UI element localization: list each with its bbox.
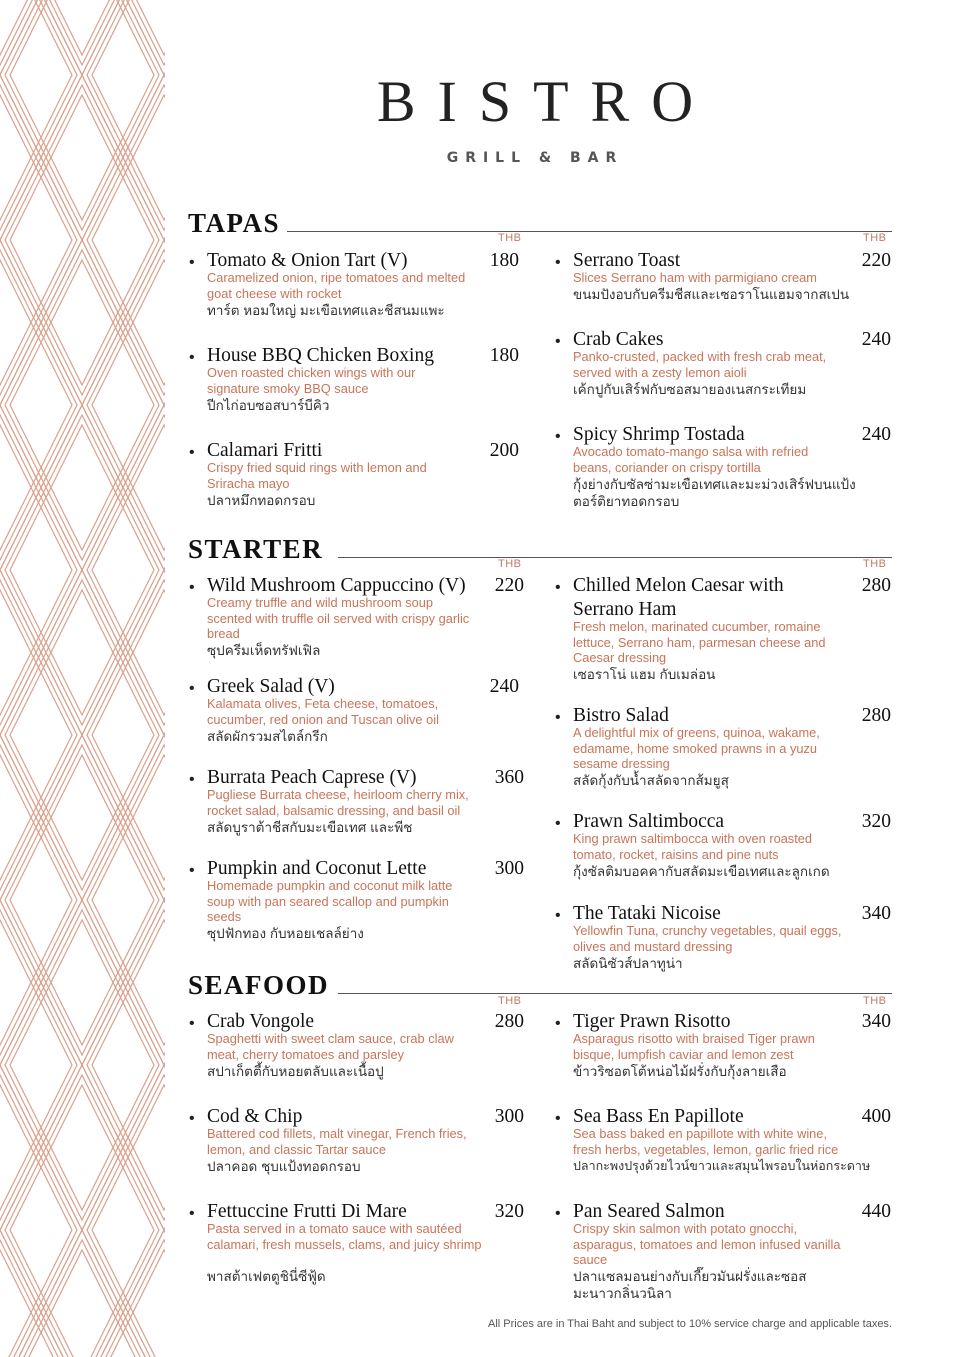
item-name: Prawn Saltimbocca: [573, 811, 725, 832]
section-header-seafood: [188, 966, 892, 1000]
brand-title: BISTRO: [376, 69, 716, 134]
section-title-starter: STARTER: [188, 534, 324, 564]
item-thai-name: ข้าวริซอตโต้หน่อไม้ฝรั่งกับกุ้งลายเสือ: [573, 1064, 787, 1079]
item-description: Asparagus risotto with braised Tiger prawn bisque, lumpfish caviar and lemon zest: [573, 1031, 815, 1062]
price-disclaimer: All Prices are in Thai Baht and subject to 10% service charge and applicable taxes.: [488, 1318, 892, 1330]
currency-label: THB: [863, 232, 887, 244]
item-description: Fresh melon, marinated cucumber, romaine lettuce, Serrano ham, parmesan cheese and Caesar dressing: [573, 619, 826, 665]
item-description: Yellowfin Tuna, crunchy vegetables, quail eggs, olives and mustard dressing: [573, 923, 842, 954]
bullet: •: [555, 1205, 561, 1222]
item-description: Pasta served in a tomato sauce with sautéed calamari, fresh mussels, clams, and juicy shrimp: [207, 1221, 482, 1252]
item-name: Wild Mushroom Cappuccino (V): [207, 575, 466, 596]
section-title-tapas: TAPAS: [188, 208, 281, 238]
item-description: Pugliese Burrata cheese, heirloom cherry mix, rocket salad, balsamic dressing, and basil oil: [207, 787, 469, 818]
item-thai-name: ซุปครีมเห็ดทรัฟเฟิล: [207, 643, 321, 658]
item-description: Avocado tomato-mango salsa with refried beans, coriander on crispy tortilla: [573, 444, 809, 475]
item-thai-name: เซอราโน่ แฮม กับเมล่อน: [573, 667, 716, 682]
bullet: •: [189, 444, 195, 461]
item-thai-name: ทาร์ต หอมใหญ่ มะเขือเทศและชีสนมแพะ: [207, 303, 445, 318]
item-price: 340: [861, 1011, 891, 1032]
section-header-starter: [188, 530, 892, 564]
item-name: Bistro Salad: [573, 705, 669, 726]
item-price: 220: [861, 250, 891, 271]
currency-label: THB: [863, 995, 887, 1007]
item-description: Crispy fried squid rings with lemon and Sriracha mayo: [207, 460, 427, 491]
item-name: Serrano Toast: [573, 250, 681, 271]
item-thai-name: ปีกไก่อบซอสบาร์บีคิว: [207, 398, 330, 413]
item-thai-name: ซุปฟักทอง กับหอยเชลล์ย่าง: [207, 926, 364, 941]
item-price: 320: [861, 811, 891, 832]
item-name: Cod & Chip: [207, 1106, 303, 1127]
diamond-lattice-pattern: [0, 0, 165, 1357]
bullet: •: [555, 709, 561, 726]
item-price: 180: [489, 345, 519, 366]
brand-tagline: GRILL & BAR: [446, 150, 624, 166]
item-price: 280: [494, 1011, 524, 1032]
item-price: 220: [494, 575, 524, 596]
item-description: Crispy skin salmon with potato gnocchi, asparagus, tomatoes and lemon infused vanilla sauce: [573, 1221, 841, 1267]
item-description: Kalamata olives, Feta cheese, tomatoes, cucumber, red onion and Tuscan olive oil: [207, 696, 439, 727]
item-name: Crab Cakes: [573, 329, 664, 350]
item-name: Greek Salad (V): [207, 676, 335, 697]
item-description: Battered cod fillets, malt vinegar, French fries, lemon, and classic Tartar sauce: [207, 1126, 467, 1157]
section-title-seafood: SEAFOOD: [188, 970, 330, 1000]
item-name: Fettuccine Frutti Di Mare: [207, 1201, 407, 1222]
item-thai-name: สลัดนิซัวส์ปลาทูน่า: [573, 956, 683, 971]
item-thai-name: สลัดผักรวมสไตล์กรีก: [207, 729, 328, 744]
currency-label: THB: [498, 558, 522, 570]
bullet: •: [555, 907, 561, 924]
section-divider: [338, 557, 892, 558]
item-thai-name: ปลาแซลมอนย่างกับเกี๊ยวมันฝรั่งและซอสมะนาวกลิ่นวนิลา: [573, 1269, 807, 1301]
section-divider: [287, 231, 892, 232]
item-price: 320: [494, 1201, 524, 1222]
item-name: Pan Seared Salmon: [573, 1201, 725, 1222]
item-price: 240: [489, 676, 519, 697]
item-name: Burrata Peach Caprese (V): [207, 767, 417, 788]
item-price: 240: [861, 329, 891, 350]
item-price: 200: [489, 440, 519, 461]
bullet: •: [555, 1110, 561, 1127]
item-thai-name: สลัดกุ้งกับน้ำสลัดจากส้มยูสุ: [573, 773, 729, 788]
item-description: A delightful mix of greens, quinoa, wakame, edamame, home smoked prawns in a yuzu sesame dressing: [573, 725, 820, 771]
item-description: Spaghetti with sweet clam sauce, crab claw meat, cherry tomatoes and parsley: [207, 1031, 454, 1062]
item-thai-name: สลัดบูราต้าชีสกับมะเขือเทศ และพีช: [207, 820, 413, 835]
item-thai-name: ขนมปังอบกับครีมชีสและเซอราโนแฮมจากสเปน: [573, 287, 850, 302]
item-price: 340: [861, 903, 891, 924]
bullet: •: [189, 579, 195, 596]
currency-label: THB: [498, 995, 522, 1007]
bullet: •: [189, 1205, 195, 1222]
bullet: •: [189, 1015, 195, 1032]
item-price: 180: [489, 250, 519, 271]
bullet: •: [189, 349, 195, 366]
item-name: Tomato & Onion Tart (V): [207, 250, 408, 271]
bullet: •: [189, 862, 195, 879]
section-header-tapas: [188, 204, 892, 238]
item-thai-name: พาสต้าเฟตตูชินี่ซีฟู้ด: [207, 1269, 326, 1284]
bullet: •: [189, 1110, 195, 1127]
currency-label: THB: [863, 558, 887, 570]
item-price: 360: [494, 767, 524, 788]
bullet: •: [555, 254, 561, 271]
item-thai-name: ปลาคอด ชุบแป้งทอดกรอบ: [207, 1159, 361, 1174]
item-price: 240: [861, 424, 891, 445]
bullet: •: [189, 254, 195, 271]
item-thai-name: กุ้งซัลติมบอคคากับสลัดมะเขือเทศและลูกเกด: [573, 864, 830, 879]
section-divider: [338, 993, 892, 994]
item-description: Oven roasted chicken wings with our signature smoky BBQ sauce: [207, 365, 416, 396]
item-description: Sea bass baked en papillote with white wine, fresh herbs, vegetables, lemon, garlic fried rice: [573, 1126, 839, 1157]
item-thai-name: สปาเก็ตตี้กับหอยตลับและเนื้อปู: [207, 1064, 384, 1079]
bullet: •: [555, 428, 561, 445]
item-description: King prawn saltimbocca with oven roasted tomato, rocket, raisins and pine nuts: [573, 831, 812, 862]
currency-label: THB: [498, 232, 522, 244]
item-name: Crab Vongole: [207, 1011, 315, 1032]
item-description: Caramelized onion, ripe tomatoes and melted goat cheese with rocket: [207, 270, 466, 301]
item-description: Homemade pumpkin and coconut milk latte soup with pan seared scallop and pumpkin seeds: [207, 878, 453, 924]
bullet: •: [555, 333, 561, 350]
item-name: Sea Bass En Papillote: [573, 1106, 744, 1127]
item-description: Slices Serrano ham with parmigiano cream: [573, 270, 817, 285]
item-name: The Tataki Nicoise: [573, 903, 721, 924]
item-thai-name: ปลากะพงปรุงด้วยไวน์ขาวและสมุนไพรอบในห่อกระดาษ: [573, 1159, 871, 1173]
item-price: 280: [861, 575, 891, 596]
item-name: Tiger Prawn Risotto: [573, 1011, 731, 1032]
bullet: •: [555, 815, 561, 832]
item-price: 300: [494, 1106, 524, 1127]
item-description: Creamy truffle and wild mushroom soup scented with truffle oil served with crispy garlic bread: [207, 595, 470, 641]
item-price: 440: [861, 1201, 891, 1222]
item-description: Panko-crusted, packed with fresh crab meat, served with a zesty lemon aioli: [573, 349, 827, 380]
item-price: 280: [861, 705, 891, 726]
item-thai-name: ปลาหมึกทอดกรอบ: [207, 493, 316, 508]
item-name: Calamari Fritti: [207, 440, 323, 461]
bullet: •: [555, 579, 561, 596]
item-price: 300: [494, 858, 524, 879]
item-thai-name: กุ้งย่างกับซัลซ่ามะเขือเทศและมะม่วงเสิร์ฟบนแป้งตอร์ติยาทอดกรอบ: [573, 477, 856, 509]
bullet: •: [189, 771, 195, 788]
bullet: •: [555, 1015, 561, 1032]
item-thai-name: เค้กปูกับเสิร์ฟกับซอสมายองเนสกระเทียม: [573, 382, 807, 397]
item-name: Chilled Melon Caesar with Serrano Ham: [573, 575, 784, 620]
item-name: Spicy Shrimp Tostada: [573, 424, 745, 445]
bullet: •: [189, 680, 195, 697]
item-name: House BBQ Chicken Boxing: [207, 345, 434, 366]
item-price: 400: [861, 1106, 891, 1127]
item-name: Pumpkin and Coconut Lette: [207, 858, 427, 879]
